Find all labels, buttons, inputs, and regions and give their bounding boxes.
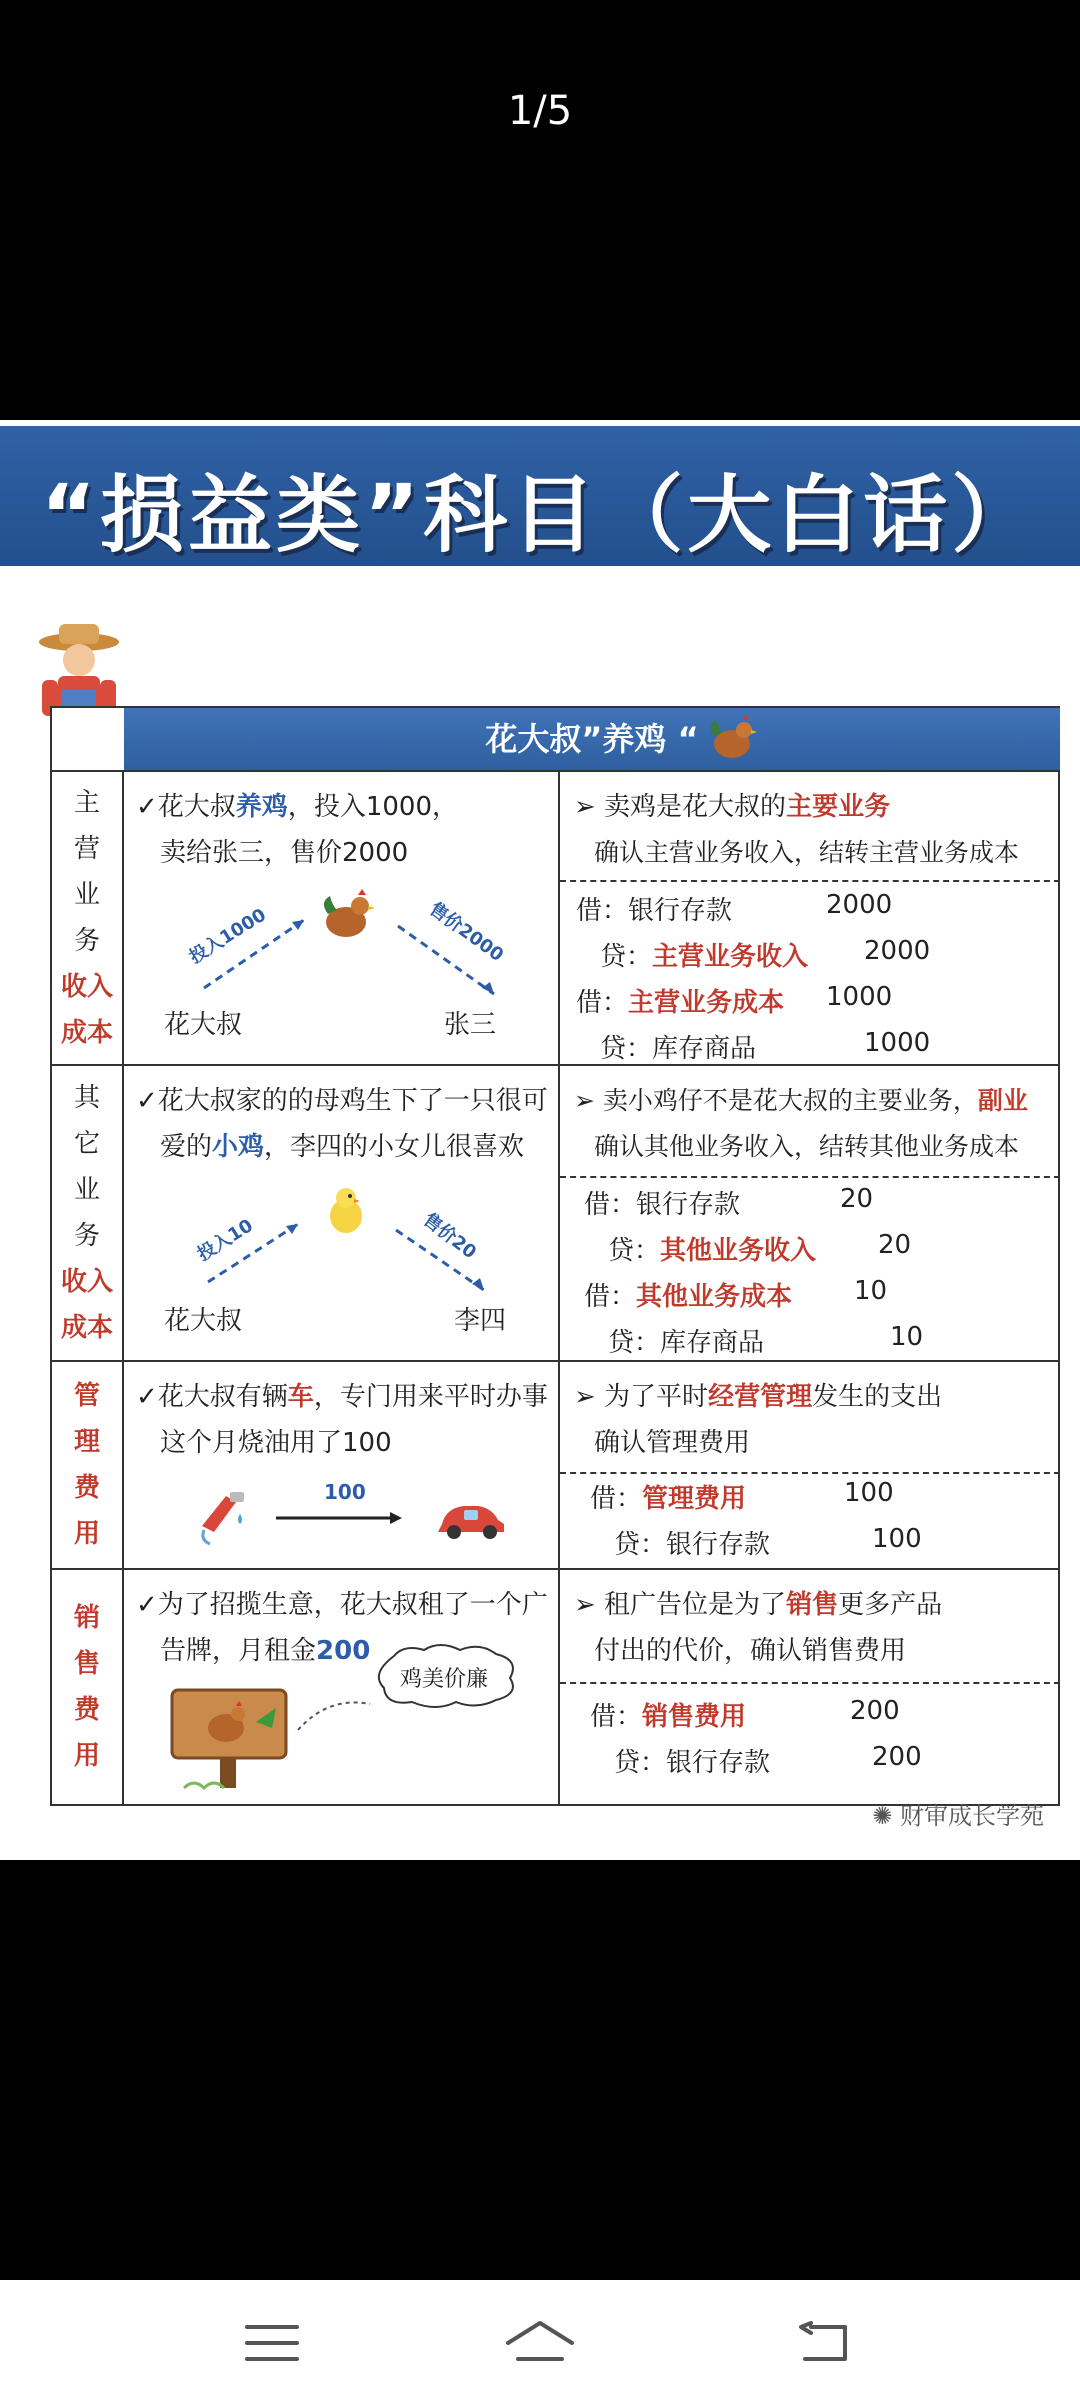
journal-entries [560,1684,1060,1804]
entry-line: 借：银行存款 [584,1190,741,1220]
entry-line: 贷：库存商品 [608,1328,765,1358]
label-char: 务 [73,1221,100,1251]
rule-text [560,1362,1060,1474]
rule-line: 确认主营业务收入，结转主营业务成本 [594,838,1020,867]
rule-line: ➢ 卖鸡是花大叔的主要业务 [574,792,891,822]
label-char: 主 [73,788,100,818]
rule-line: 确认其他业务收入，结转其他业务成本 [594,1132,1020,1161]
accounting-table [50,706,1060,1806]
page-counter: 1/5 [507,88,573,134]
journal-entries [560,1474,1060,1570]
rule-line: ➢ 租广告位是为了销售更多产品 [574,1590,943,1620]
row-label [52,772,124,1064]
entry-line: 借：管理费用 [590,1484,747,1514]
billboard-icon [164,1682,294,1794]
rule-cell [560,1066,1060,1360]
entry-line: 贷：银行存款 [614,1530,771,1560]
entry-line: 贷：银行存款 [614,1748,771,1778]
label-red: 收入 [60,1267,113,1297]
watermark [872,1796,1044,1831]
entry-amount: 1000 [864,1028,931,1058]
right-person: 李四 [454,1306,507,1336]
story-line: ✓花大叔家的的母鸡生下了一只很可 [136,1086,548,1116]
arrow-value: 100 [324,1480,366,1504]
entry-line: 借：主营业务成本 [576,988,785,1018]
label-red: 成本 [60,1018,113,1048]
rule-text [560,1066,1060,1178]
label-red: 费 [73,1473,100,1503]
entry-line: 借：银行存款 [576,896,733,926]
journal-entries [560,882,1060,1066]
left-person: 花大叔 [164,1010,243,1040]
entry-amount: 200 [850,1696,900,1726]
entry-amount: 100 [844,1478,894,1508]
entry-amount: 2000 [826,890,893,920]
entry-amount: 10 [854,1276,888,1306]
rooster-icon [318,888,378,944]
label-red: 管 [73,1381,100,1411]
chick-icon [324,1184,368,1236]
rule-cell [560,772,1060,1064]
label-char: 营 [73,834,100,864]
label-red: 理 [73,1427,100,1457]
menu-button[interactable] [232,2308,312,2378]
row-label [52,1066,124,1360]
story-cell [124,772,560,1064]
fuel-nozzle-icon [196,1486,250,1546]
story-line: 告牌，月租金200 [160,1636,371,1666]
right-person: 张三 [444,1010,497,1040]
entry-line: 贷：库存商品 [600,1034,757,1064]
entry-amount: 200 [872,1742,922,1772]
label-char: 它 [73,1129,100,1159]
home-button[interactable] [500,2308,580,2378]
arrow-right-icon [274,1508,404,1528]
watermark-text: 财审成长学苑 [900,1802,1044,1830]
story-line: ✓花大叔养鸡，投入1000， [136,792,458,822]
arrow-in-label: 投入1000 [185,904,270,968]
page-title: “损益类”科目（大白话） [40,466,1040,564]
story-line: ✓为了招揽生意，花大叔租了一个广 [136,1590,548,1620]
back-button[interactable] [784,2308,864,2378]
left-person: 花大叔 [164,1306,243,1336]
rule-line: ➢ 为了平时经营管理发生的支出 [574,1382,943,1412]
entry-line: 借：销售费用 [590,1702,747,1732]
label-red: 用 [73,1741,100,1771]
rule-line: 付出的代价，确认销售费用 [594,1636,907,1666]
rule-cell [560,1570,1060,1804]
dashed-line-icon [294,1694,374,1734]
entry-line: 贷：主营业务收入 [600,942,809,972]
row-sales-expense [52,1568,1060,1804]
arrow-in-label: 投入10 [193,1215,257,1266]
rule-text [560,1570,1060,1684]
label-red: 成本 [60,1313,113,1343]
table-header-text: 花大叔”养鸡 “ [485,720,699,758]
label-red: 销 [73,1603,100,1633]
entry-amount: 20 [840,1184,874,1214]
rule-cell [560,1362,1060,1568]
row-management-expense [52,1360,1060,1568]
image-content[interactable] [0,420,1080,1860]
menu-icon [245,2321,299,2365]
wechat-icon: ✺ [872,1802,900,1830]
car-icon [434,1498,510,1540]
label-char: 业 [73,880,100,910]
label-red: 售 [73,1649,100,1679]
back-icon [797,2321,851,2365]
system-nav-bar [0,2280,1080,2408]
entry-amount: 1000 [826,982,893,1012]
rule-text [560,772,1060,882]
viewer-bottom-area [0,1860,1080,2280]
journal-entries [560,1178,1060,1362]
rule-line: ➢ 卖小鸡仔不是花大叔的主要业务，副业 [574,1086,1028,1115]
row-label [52,1362,124,1568]
label-red: 费 [73,1695,100,1725]
row-other-business [52,1064,1060,1360]
arrow-out-label: 售价2000 [425,898,508,967]
entry-amount: 2000 [864,936,931,966]
story-line: 卖给张三，售价2000 [160,838,409,868]
title-banner [0,426,1080,566]
label-char: 务 [73,926,100,956]
label-red: 用 [73,1519,100,1549]
entry-amount: 20 [878,1230,912,1260]
row-main-business [52,770,1060,1064]
story-cell [124,1570,560,1804]
label-red: 收入 [60,972,113,1002]
label-char: 其 [73,1083,100,1113]
story-line: 爱的小鸡，李四的小女儿很喜欢 [160,1132,525,1162]
story-cell [124,1362,560,1568]
label-char: 业 [73,1175,100,1205]
story-cell [124,1066,560,1360]
table-header [124,708,1060,770]
viewer-top-bar [0,0,1080,420]
row-label [52,1570,124,1804]
hen-icon [704,714,760,764]
entry-amount: 10 [890,1322,924,1352]
entry-line: 贷：其他业务收入 [608,1236,817,1266]
entry-line: 借：其他业务成本 [584,1282,793,1312]
story-line: ✓花大叔有辆车，专门用来平时办事 [136,1382,548,1412]
arrow-out-label: 售价20 [419,1209,481,1264]
entry-amount: 100 [872,1524,922,1554]
bubble-text: 鸡美价廉 [400,1667,489,1692]
rule-line: 确认管理费用 [594,1428,751,1458]
home-icon [504,2319,576,2367]
story-line: 这个月烧油用了100 [160,1428,392,1458]
